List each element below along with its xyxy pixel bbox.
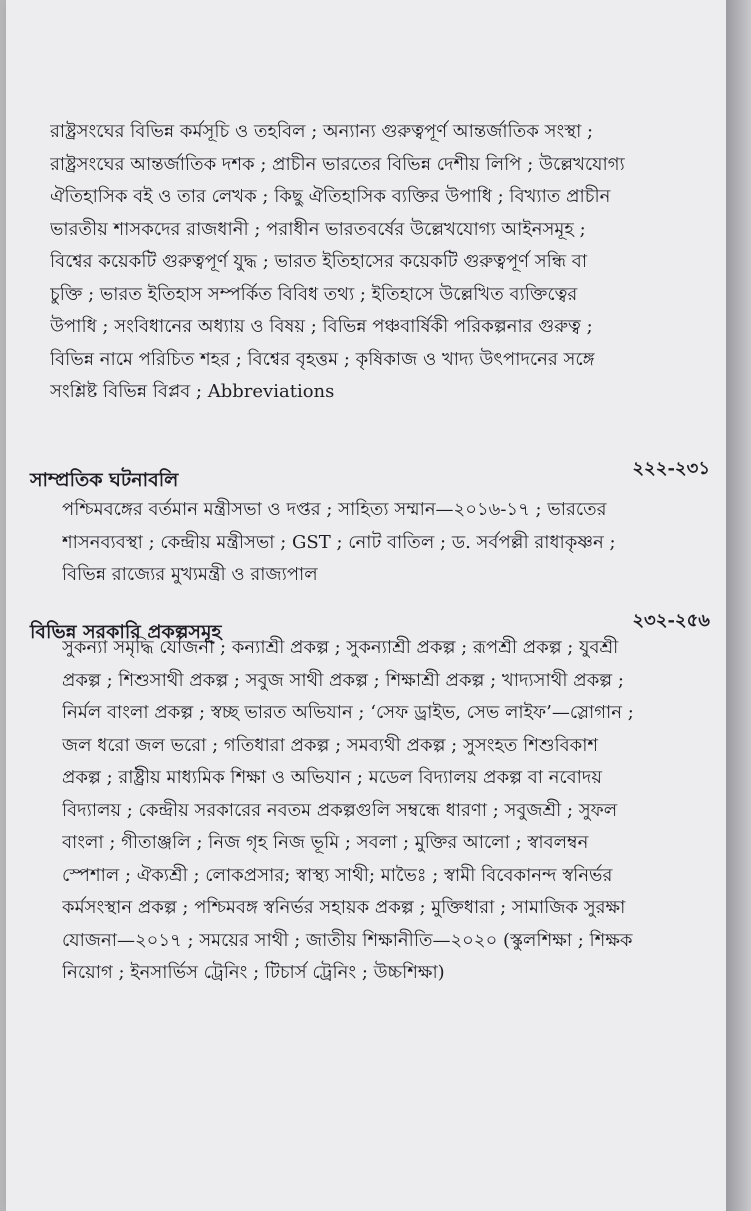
contents-line: ঐতিহাসিক বই ও তার লেখক ; কিছু ঐতিহাসিক ব্যক্তির উপাধি ; বিখ্যাত প্রাচীন: [50, 186, 611, 207]
section-title: বিভিন্ন সরকারি প্রকল্পসমূহ: [30, 621, 222, 643]
contents-line: পশ্চিমবঙ্গের বর্তমান মন্ত্রীসভা ও দপ্তর ; সাহিত্য সম্মান—২০১৬-১৭ ; ভারতের: [62, 499, 607, 520]
contents-line: কর্মসংস্থান প্রকল্প ; পশ্চিমবঙ্গ স্বনির্ভর সহায়ক প্রকল্প ; মুক্তিধারা ; সামাজিক সুরক্ষা: [62, 897, 626, 918]
section-page-range: ২২২-২৩১: [632, 458, 710, 479]
contents-line: রাষ্ট্রসংঘের আন্তর্জাতিক দশক ; প্রাচীন ভারতের বিভিন্ন দেশীয় লিপি ; উল্লেখযোগ্য: [50, 153, 625, 175]
contents-line: ভারতীয় শাসকদের রাজধানী ; পরাধীন ভারতবর্ষের উল্লেখযোগ্য আইনসমূহ ;: [50, 218, 586, 240]
contents-line: শাসনব্যবস্থা ; কেন্দ্রীয় মন্ত্রীসভা ; GST ; নোট বাতিল ; ড. সর্বপল্লী রাধাকৃষ্ণন ;: [62, 531, 616, 553]
contents-line: জল ধরো জল ভরো ; গতিধারা প্রকল্প ; সমব্যথী প্রকল্প ; সুসংহত শিশুবিকাশ: [62, 734, 599, 756]
contents-line: বিশ্বের কয়েকটি গুরুত্বপূর্ণ যুদ্ধ ; ভারত ইতিহাসের কয়েকটি গুরুত্বপূর্ণ সন্ধি বা: [50, 251, 588, 272]
section-page-range: ২৩২-২৫৬: [632, 610, 710, 631]
section-contents-govt-schemes: [42, 632, 690, 990]
section-title: সাম্প্রতিক ঘটনাবলি: [30, 469, 179, 491]
contents-line: বিভিন্ন রাজ্যের মুখ্যমন্ত্রী ও রাজ্যপাল: [62, 564, 318, 585]
contents-line: যোজনা—২০১৭ ; সময়ের সাথী ; জাতীয় শিক্ষানীতি—২০২০ (স্কুলশিক্ষা ; শিক্ষক: [62, 929, 633, 951]
contents-line: বিদ্যালয় ; কেন্দ্রীয় সরকারের নবতম প্রকল্পগুলি সম্বন্ধে ধারণা ; সবুজশ্রী ; সুফল: [62, 799, 618, 821]
contents-line: নির্মল বাংলা প্রকল্প ; স্বচ্ছ ভারত অভিযান ; ‘সেফ ড্রাইভ, সেভ লাইফ’—স্লোগান ;: [62, 702, 634, 723]
contents-line: সংশ্লিষ্ট বিভিন্ন বিপ্লব ; Abbreviations: [50, 381, 335, 402]
contents-line: নিয়োগ ; ইনসার্ভিস ট্রেনিং ; টিচার্স ট্রেনিং ; উচ্চশিক্ষা): [62, 962, 445, 983]
contents-line: উপাধি ; সংবিধানের অধ্যায় ও বিষয় ; বিভিন্ন পঞ্চবার্ষিকী পরিকল্পনার গুরুত্ব ;: [50, 316, 593, 337]
contents-line: প্রকল্প ; রাষ্ট্রীয় মাধ্যমিক শিক্ষা ও অভিযান ; মডেল বিদ্যালয় প্রকল্প বা নবোদয়: [62, 767, 602, 788]
contents-line: চুক্তি ; ভারত ইতিহাস সম্পর্কিত বিবিধ তথ্য ; ইতিহাসে উল্লেখিত ব্যক্তিত্বের: [50, 283, 578, 305]
continued-contents-block: [50, 116, 690, 409]
contents-line: রাষ্ট্রসংঘের বিভিন্ন কর্মসূচি ও তহবিল ; অন্যান্য গুরুত্বপূর্ণ আন্তর্জাতিক সংস্থা ;: [50, 121, 594, 142]
section-contents-current-events: [42, 494, 690, 592]
contents-line: সুকন্যা সমৃদ্ধি যোজনা ; কন্যাশ্রী প্রকল্প ; সুকন্যাশ্রী প্রকল্প ; রূপশ্রী প্রকল্প ; যুবশ্রী: [62, 637, 619, 658]
contents-line: বাংলা ; গীতাঞ্জলি ; নিজ গৃহ নিজ ভূমি ; সবলা ; মুক্তির আলো ; স্বাবলম্বন: [62, 832, 589, 853]
contents-line: প্রকল্প ; শিশুসাথী প্রকল্প ; সবুজ সাথী প্রকল্প ; শিক্ষাশ্রী প্রকল্প ; খাদ্যসাথী প্রকল্প ;: [62, 669, 624, 691]
book-page: [6, 0, 726, 1211]
contents-line: স্পেশাল ; ঐক্যশ্রী ; লোকপ্রসার; স্বাস্থ্য সাথী; মাভৈঃ ; স্বামী বিবেকানন্দ স্বনির্ভর: [62, 864, 613, 886]
contents-line: বিভিন্ন নামে পরিচিত শহর ; বিশ্বের বৃহত্তম ; কৃষিকাজ ও খাদ্য উৎপাদনের সঙ্গে: [50, 348, 595, 370]
